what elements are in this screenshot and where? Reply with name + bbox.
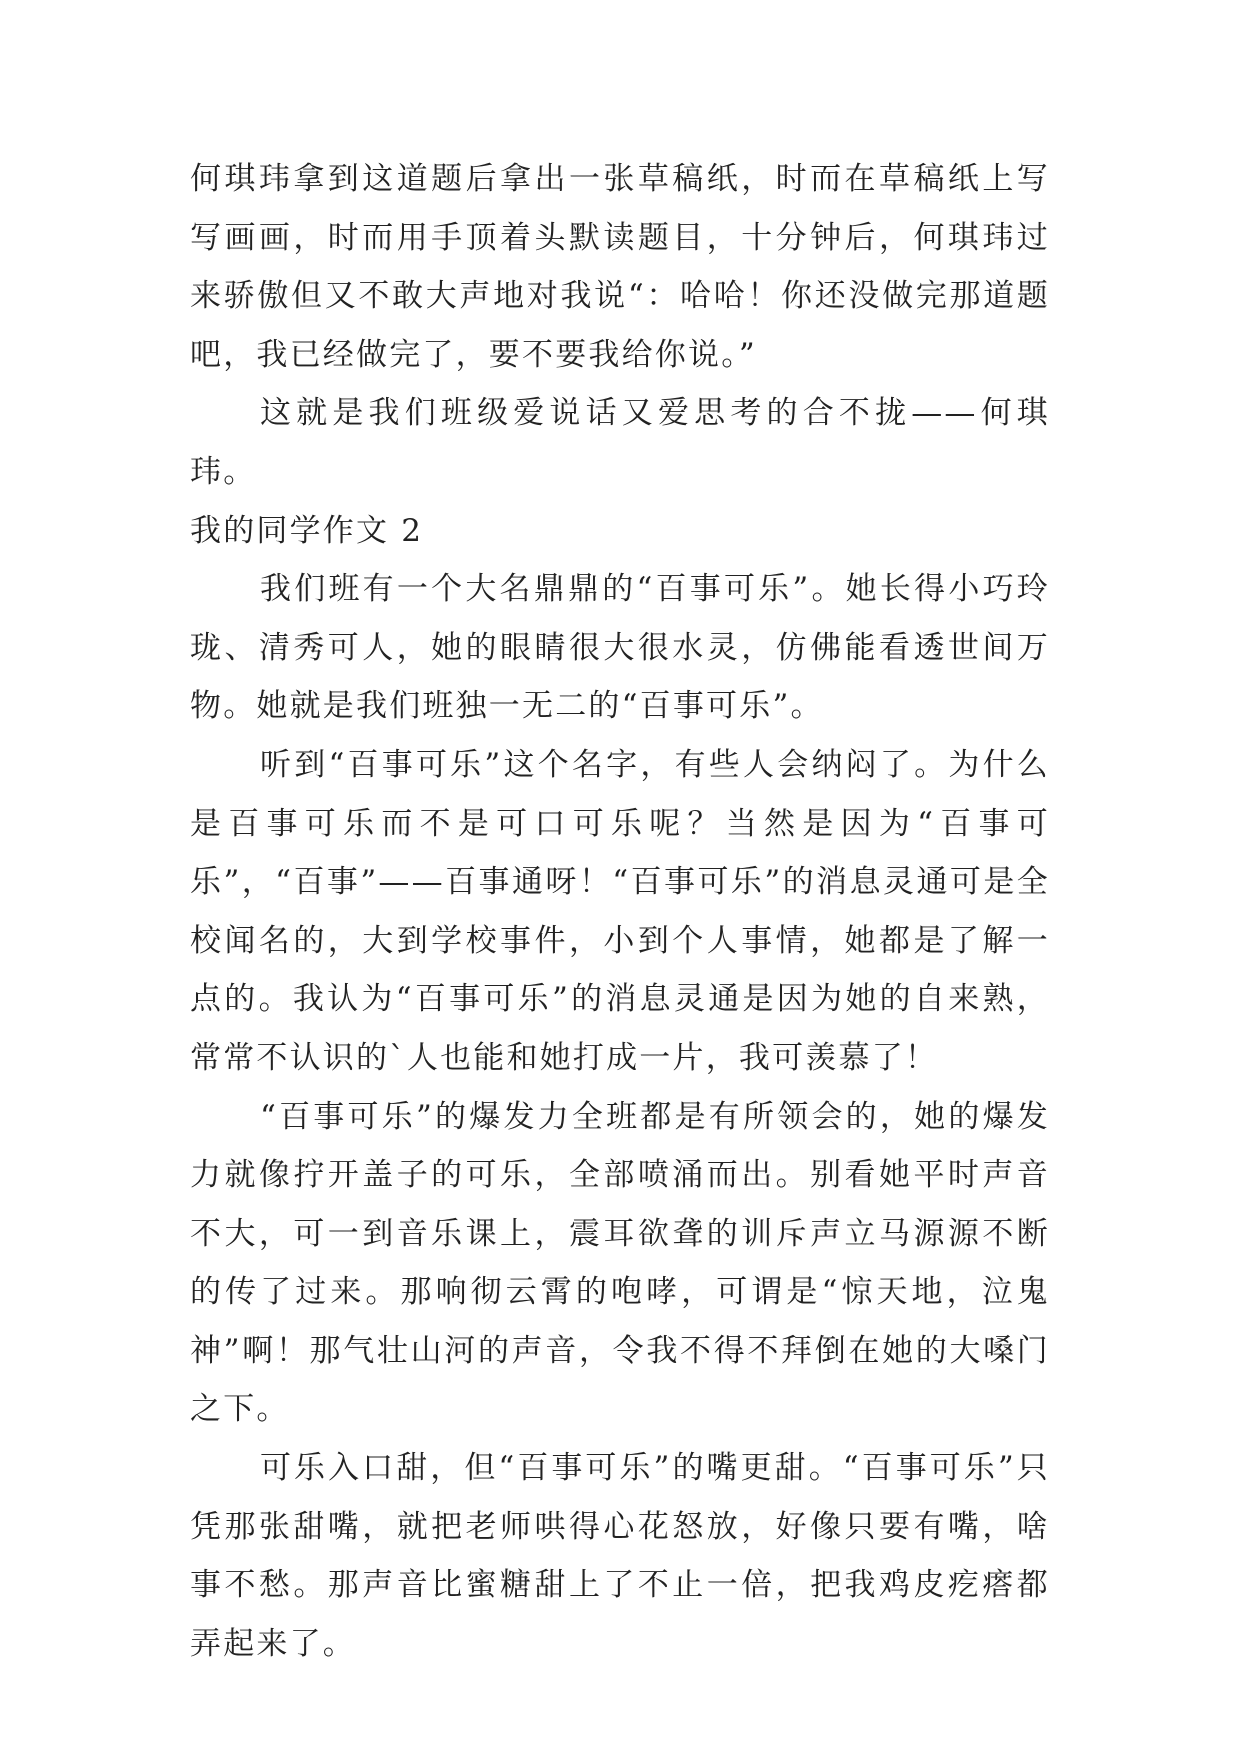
closing-paragraph: 这就是我们班级爱说话又爱思考的合不拢——何琪玮。 xyxy=(190,395,1050,490)
essay-title: 我的同学作文 2 xyxy=(190,512,424,549)
intro-paragraph: 何琪玮拿到这道题后拿出一张草稿纸，时而在草稿纸上写写画画，时而用手顶着头默读题目，十分钟后，何琪玮过来骄傲但又不敢大声地对我说“：哈哈！你还没做完那道题吧，我已经做完了，要不要我给你说。” xyxy=(190,161,1050,373)
paragraph-4: 可乐入口甜，但“百事可乐”的嘴更甜。“百事可乐”只凭那张甜嘴，就把老师哄得心花怒放，好像只要有嘴，啥事不愁。那声音比蜜糖甜上了不止一倍，把我鸡皮疙瘩都弄起来了。 xyxy=(190,1450,1050,1662)
paragraph-1: 我们班有一个大名鼎鼎的“百事可乐”。她长得小巧玲珑、清秀可人，她的眼睛很大很水灵，仿佛能看透世间万物。她就是我们班独一无二的“百事可乐”。 xyxy=(190,571,1050,725)
paragraph-2: 听到“百事可乐”这个名字，有些人会纳闷了。为什么是百事可乐而不是可口可乐呢？当然是因为“百事可乐”，“百事”——百事通呀！“百事可乐”的消息灵通可是全校闻名的，大到学校事件，小到个人事情，她都是了解一点的。我认为“百事可乐”的消息灵通是因为她的自来熟，常常不认识的`人也能和她打成一片，我可羡慕了！ xyxy=(190,746,1050,1076)
document-body xyxy=(190,150,1050,1673)
paragraph-3: “百事可乐”的爆发力全班都是有所领会的，她的爆发力就像拧开盖子的可乐，全部喷涌而出。别看她平时声音不大，可一到音乐课上，震耳欲聋的训斥声立马源源不断的传了过来。那响彻云霄的咆哮，可谓是“惊天地，泣鬼神”啊！那气壮山河的声音，令我不得不拜倒在她的大嗓门之下。 xyxy=(190,1098,1050,1428)
